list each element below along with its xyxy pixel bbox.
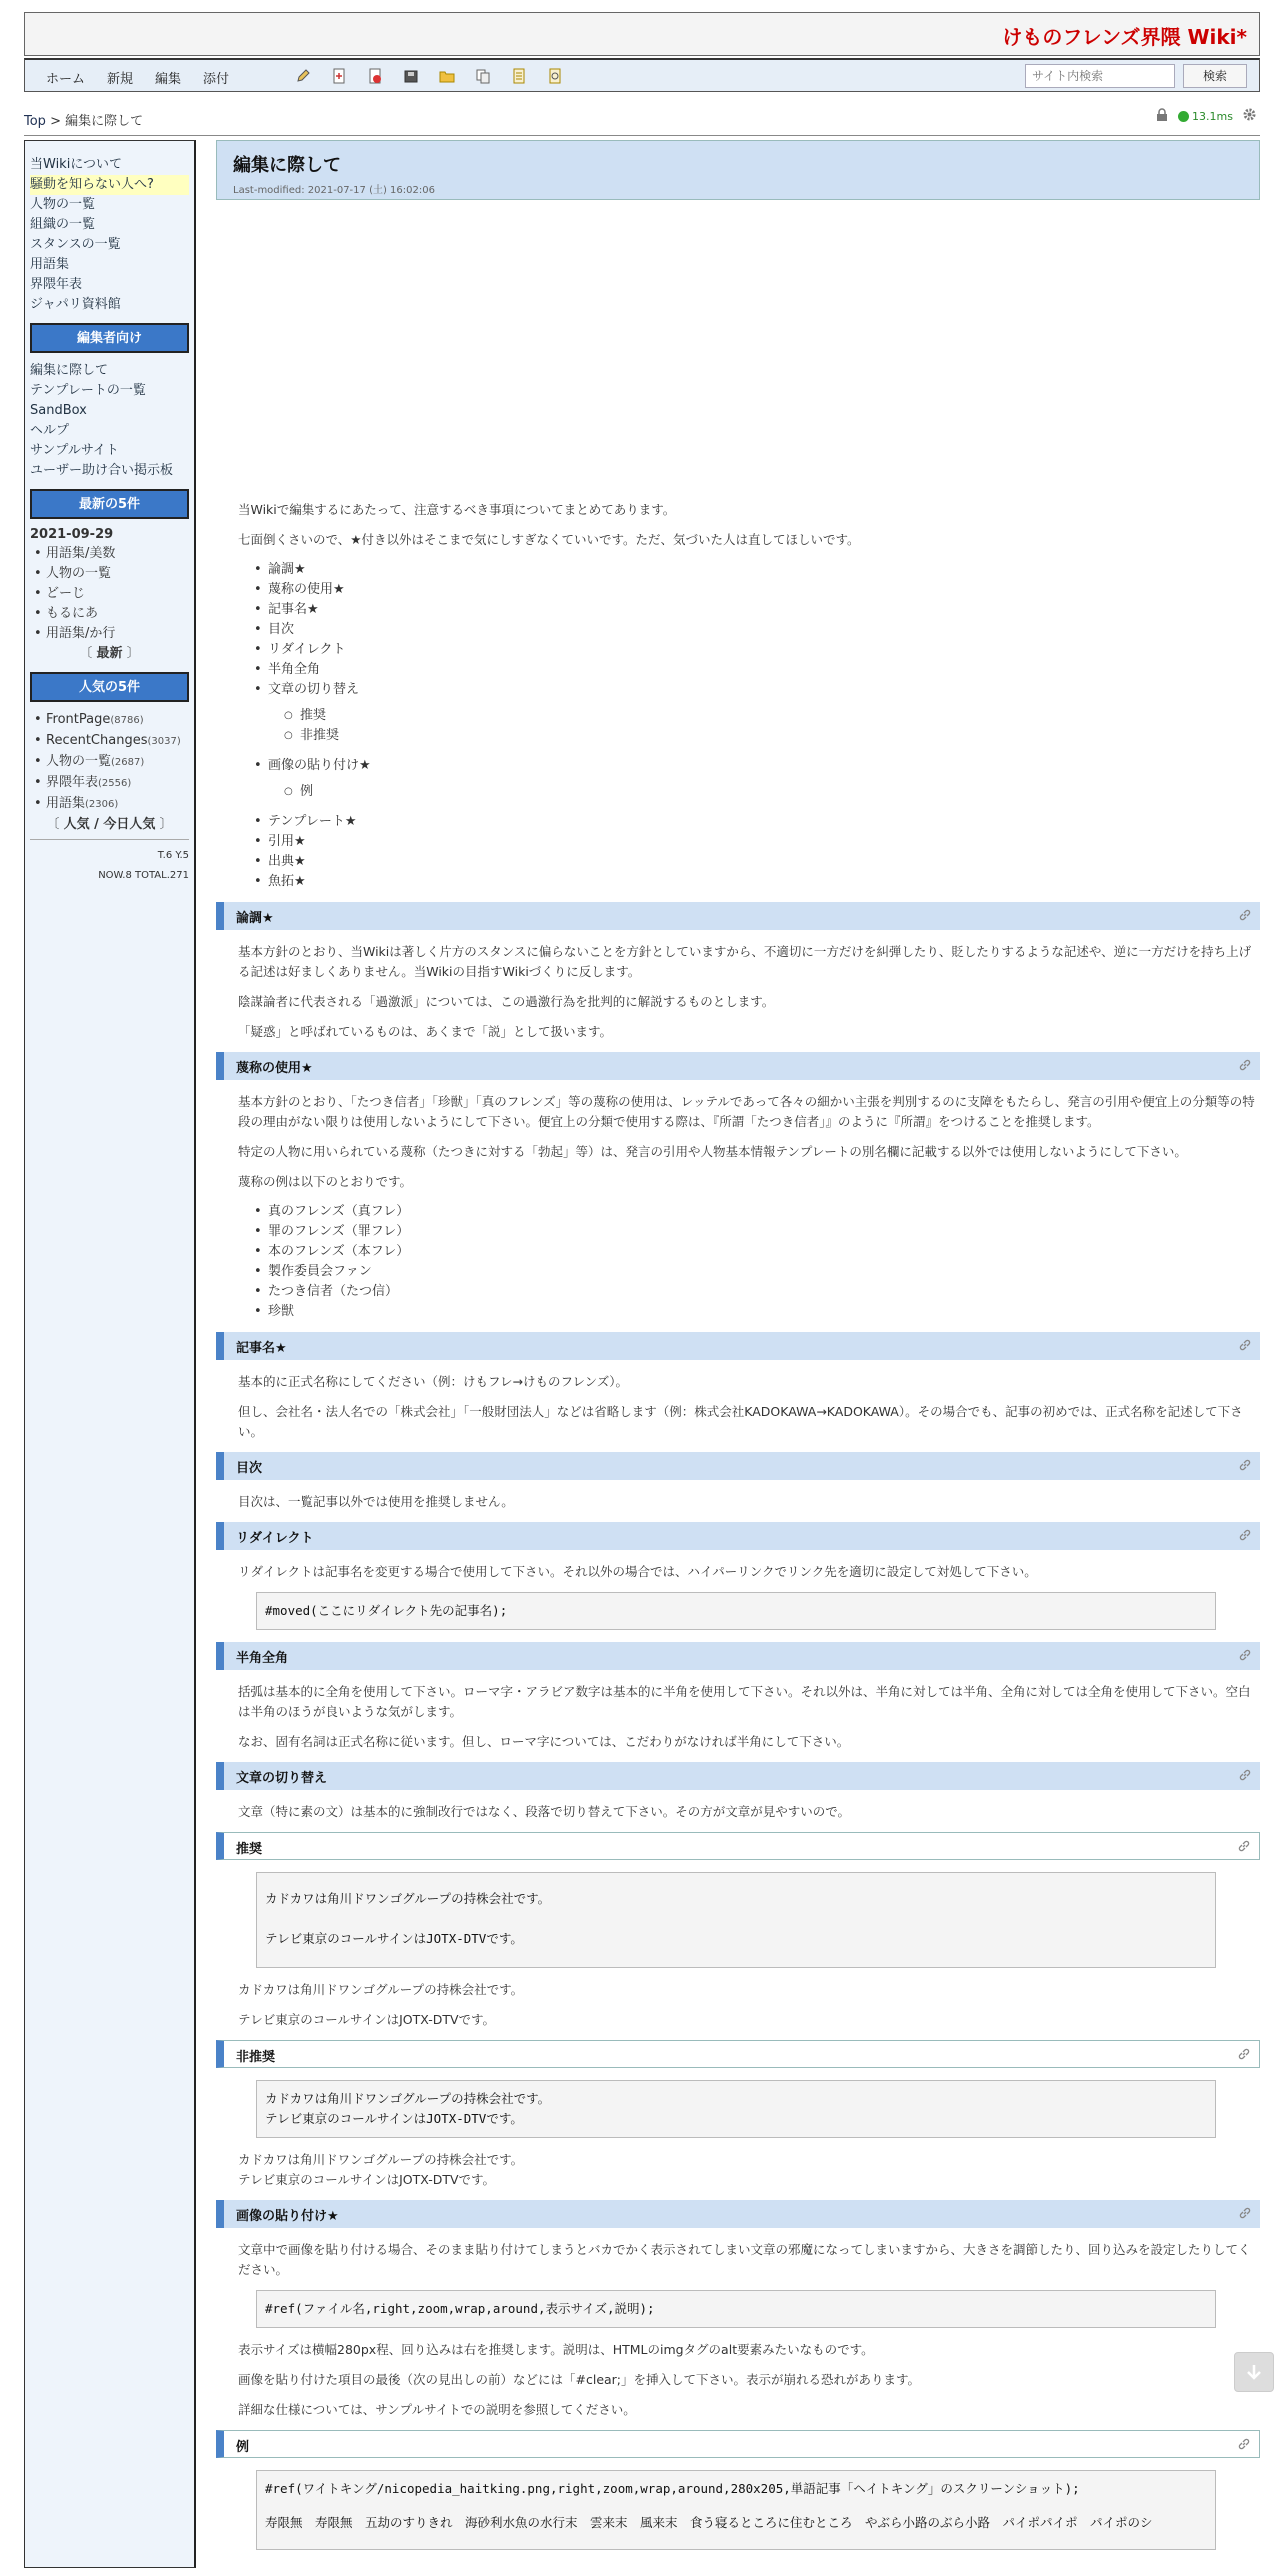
breadcrumb-row: [24, 102, 1260, 136]
delete-icon[interactable]: [367, 68, 383, 84]
anchor-link-icon[interactable]: [1238, 1528, 1252, 1542]
sidebar-editor-heading: 編集者向け: [30, 323, 189, 353]
nav-edit[interactable]: 編集: [155, 72, 182, 87]
anchor-link-icon[interactable]: [1237, 2047, 1251, 2061]
section-title: 非推奨: [236, 2050, 276, 2065]
sidebar-latest-list: [30, 544, 189, 644]
body-text: カドカワは角川ドワンゴグループの持株会社です。: [238, 2152, 524, 2167]
toc-label[interactable]: 画像の貼り付け★: [268, 758, 371, 773]
toc-subitem[interactable]: ○ 非推奨: [300, 726, 1260, 746]
popular-count: (2687): [111, 757, 145, 768]
sidebar-latest-heading: 最新の5件: [30, 489, 189, 519]
body-text: 但し、会社名・法人名での「株式会社」「一般財団法人」などは省略します（例：株式会社KADOKAWA→KADOKAWA）。その場合でも、記事の初めでは、正式名称を記述して下さい。: [238, 1404, 1243, 1439]
render-time: [1178, 110, 1233, 123]
list-item[interactable]: • もるにあ: [46, 604, 189, 624]
latest-more-link[interactable]: 最新: [96, 646, 123, 661]
sidebar-counter: [30, 839, 189, 886]
section-subheading: [216, 2430, 1260, 2458]
anchor-link-icon[interactable]: [1238, 1058, 1252, 1072]
popular-count: (8786): [110, 715, 144, 726]
popular-count: (2556): [98, 778, 132, 789]
sidebar-item-board[interactable]: ユーザー助け合い掲示板: [30, 463, 174, 478]
body-text: 表示サイズは横幅280px程、回り込みは右を推奨します。説明は、HTMLのimgタグのalt要素みたいなものです。: [238, 2342, 874, 2357]
toc-item[interactable]: • リダイレクト: [268, 640, 1260, 660]
body-text: 陰謀論者に代表される「過激派」については、この過激行為を批判的に解説するものとします。: [238, 994, 775, 1009]
body-text: 画像を貼り付けた項目の最後（次の見出しの前）などには「#clear;」を挿入して下さい。表示が崩れる恐れがあります。: [238, 2372, 921, 2387]
toc-item[interactable]: [268, 680, 1260, 746]
scroll-down-button[interactable]: [1234, 2352, 1274, 2392]
code-line: #ref(ワイトキング/nicopedia_haitking.png,right,zoom,wrap,around,280x205,単語記事「ヘイトキング」のスクリーンショット);: [265, 2481, 1080, 2496]
ad-space: [216, 200, 1260, 500]
body-text: なお、固有名詞は正式名称に従います。但し、ローマ字については、こだわりがなければ半角にして下さい。: [238, 1734, 850, 1749]
section-title: 蔑称の使用★: [236, 1061, 313, 1076]
toc-subitem[interactable]: ○ 推奨: [300, 706, 1260, 726]
section-title: リダイレクト: [236, 1531, 314, 1546]
code-block: [256, 2080, 1216, 2138]
toc-label[interactable]: 文章の切り替え: [268, 682, 360, 697]
navbar: [24, 58, 1260, 92]
sidebar-popular-heading: 人気の5件: [30, 672, 189, 702]
search-page-icon[interactable]: [547, 68, 563, 84]
code-block: #moved(ここにリダイレクト先の記事名);: [256, 1592, 1216, 1630]
sidebar: [24, 140, 196, 2568]
breadcrumb: [24, 110, 143, 129]
sidebar-item-orgs[interactable]: 組織の一覧: [30, 217, 96, 232]
body-text: 目次は、一覧記事以外では使用を推奨しません。: [238, 1494, 514, 1509]
section-title: 半角全角: [236, 1651, 289, 1666]
popular-name[interactable]: 用語集: [46, 796, 86, 811]
list-item[interactable]: • 人物の一覧: [46, 564, 189, 584]
counter-total: NOW.8 TOTAL.271: [98, 870, 189, 881]
list-item[interactable]: • 用語集/か行: [46, 624, 189, 644]
code-block: [256, 2470, 1216, 2550]
toc-item[interactable]: • テンプレート★: [268, 812, 1260, 832]
anchor-link-icon[interactable]: [1237, 1839, 1251, 1853]
intro-text: 七面倒くさいので、★付き以外はそこまで気にしすぎなくていいです。ただ、気づいた人は直してほしいです。: [238, 532, 860, 547]
sidebar-item-stances[interactable]: スタンスの一覧: [30, 237, 121, 252]
anchor-link-icon[interactable]: [1238, 908, 1252, 922]
body-text: 特定の人物に用いられている蔑称（たつきに対する「勃起」等）は、発言の引用や人物基本情報テンプレートの別名欄に記載する以外では使用しないようにして下さい。: [238, 1144, 1187, 1159]
section-title: 画像の貼り付け★: [236, 2209, 339, 2224]
section-heading: [216, 902, 1260, 930]
popular-name[interactable]: 人物の一覧: [46, 754, 112, 769]
last-modified: Last-modified: 2021-07-17 (土) 16:02:06: [233, 185, 435, 196]
list-item: • 製作委員会ファン: [268, 1262, 1260, 1282]
popular-name[interactable]: RecentChanges: [46, 733, 148, 748]
body-text: テレビ東京のコールサインはJOTX-DTVです。: [238, 2172, 496, 2187]
body-text: 詳細な仕様については、サンプルサイトでの説明を参照してください。: [238, 2402, 636, 2417]
code-line: カドカワは角川ドワンゴグループの持株会社です。: [265, 2091, 551, 2106]
list-item[interactable]: • 用語集/美数: [46, 544, 189, 564]
sidebar-popular-list: [30, 710, 189, 815]
anchor-link-icon[interactable]: [1238, 2206, 1252, 2220]
section-heading: [216, 1452, 1260, 1480]
section-heading: [216, 1052, 1260, 1080]
breadcrumb-top-link[interactable]: Top: [24, 114, 46, 129]
section-heading: [216, 1762, 1260, 1790]
section-heading: [216, 1522, 1260, 1550]
toolbar-icons: [295, 68, 563, 84]
popular-count: (3037): [147, 736, 181, 747]
body-text: 基本的に正式名称にしてください（例：けもフレ→けものフレンズ）。: [238, 1374, 629, 1389]
toc-sublist: [300, 706, 1260, 746]
sidebar-latest-more: 〔 最新 〕: [79, 646, 140, 661]
backup-icon[interactable]: [403, 68, 419, 84]
list-item[interactable]: [46, 731, 189, 752]
section-subheading: [216, 1832, 1260, 1860]
anchor-link-icon[interactable]: [1237, 2437, 1251, 2451]
toc-sublist: [300, 782, 1260, 802]
toc-subitem[interactable]: ○ 例: [300, 782, 1260, 802]
section-heading: [216, 1332, 1260, 1360]
list-icon[interactable]: [511, 68, 527, 84]
site-title[interactable]: けものフレンズ界隈 Wiki*: [1002, 25, 1247, 49]
search-input[interactable]: [1025, 64, 1175, 88]
copy-icon[interactable]: [475, 68, 491, 84]
code-line: 寿限無 寿限無 五劫のすりきれ 海砂利水魚の水行末 雲来末 風来末 食う寝るところに住むところ やぶら小路のぶら小路 パイポパイポ パイポのシ: [265, 2515, 1153, 2530]
crumb-tools: [1156, 108, 1256, 124]
sidebar-item-templates[interactable]: テンプレートの一覧: [30, 383, 146, 398]
diff-icon[interactable]: [331, 68, 347, 84]
table-of-contents: [268, 560, 1260, 892]
body-text: 文章中で画像を貼り付ける場合、そのまま貼り付けてしまうとバカでかく表示されてしまい文章の邪魔になってしまいますから、大きさを調節したり、回り込みを設定したりしてください。: [238, 2242, 1251, 2277]
nav-home[interactable]: ホーム: [46, 72, 86, 87]
toc-item[interactable]: • 目次: [268, 620, 1260, 640]
render-time-value: 13.1ms: [1192, 109, 1233, 123]
list-item: • 珍獣: [268, 1302, 1260, 1322]
toc-item[interactable]: • 論調★: [268, 560, 1260, 580]
list-item[interactable]: [46, 773, 189, 794]
body-text: 「疑惑」と呼ばれているものは、あくまで「説」として扱います。: [238, 1024, 613, 1039]
section-title: 推奨: [236, 1842, 263, 1857]
nav-new[interactable]: 新規: [107, 72, 134, 87]
breadcrumb-current: 編集に際して: [65, 114, 144, 129]
edit-pencil-icon[interactable]: [295, 68, 311, 84]
body-text: 文章（特に素の文）は基本的に強制改行ではなく、段落で切り替えて下さい。その方が文章が見やすいので。: [238, 1804, 851, 1819]
folder-icon[interactable]: [439, 68, 455, 84]
section-title: 論調★: [236, 911, 274, 926]
sidebar-item-people[interactable]: 人物の一覧: [30, 197, 96, 212]
status-dot-icon: [1178, 111, 1189, 122]
toc-item[interactable]: • 蔑称の使用★: [268, 580, 1260, 600]
sidebar-item-editing[interactable]: 編集に際して: [30, 363, 109, 378]
section-heading: [216, 2200, 1260, 2228]
sidebar-item-about[interactable]: 当Wikiについて: [30, 157, 123, 172]
list-item: • 真のフレンズ（真フレ）: [268, 1202, 1260, 1222]
code-block: #ref(ファイル名,right,zoom,wrap,around,表示サイズ,説明);: [256, 2290, 1216, 2328]
list-item: • たつき信者（たつ信）: [268, 1282, 1260, 1302]
anchor-link-icon[interactable]: [1238, 1648, 1252, 1662]
list-item: • 本のフレンズ（本フレ）: [268, 1242, 1260, 1262]
toc-item[interactable]: • 魚拓★: [268, 872, 1260, 892]
sidebar-latest-date: 2021-09-29: [30, 527, 114, 542]
body-text: 括弧は基本的に全角を使用して下さい。ローマ字・アラビア数字は基本的に半角を使用して下さい。それ以外は、半角に対しては半角、全角に対しては全角を使用して下さい。空白は半角のほうが良いような気がします。: [238, 1684, 1251, 1719]
counter-today: T.6 Y.5: [157, 850, 189, 861]
list-item[interactable]: [46, 752, 189, 773]
main-content: [216, 140, 1260, 2562]
anchor-link-icon[interactable]: [1238, 1458, 1252, 1472]
nav-links: [35, 66, 240, 89]
list-item[interactable]: [46, 710, 189, 731]
slur-list: [268, 1202, 1260, 1322]
body-text: リダイレクトは記事名を変更する場合で使用して下さい。それ以外の場合では、ハイパーリンクでリンク先を適切に設定して対処して下さい。: [238, 1564, 1037, 1579]
body-text: 蔑称の例は以下のとおりです。: [238, 1174, 413, 1189]
code-line: カドカワは角川ドワンゴグループの持株会社です。: [265, 1891, 551, 1906]
section-title: 文章の切り替え: [236, 1771, 328, 1786]
code-line: テレビ東京のコールサインはJOTX-DTVです。: [265, 2111, 523, 2126]
lock-icon[interactable]: [1156, 108, 1168, 124]
anchor-link-icon[interactable]: [1238, 1768, 1252, 1782]
page-title: 編集に際して: [233, 155, 341, 176]
code-block: [256, 1872, 1216, 1968]
nav-attach[interactable]: 添付: [203, 72, 230, 87]
intro-text: 当Wikiで編集するにあたって、注意するべき事項についてまとめてあります。: [238, 502, 676, 517]
gear-icon[interactable]: [1243, 108, 1256, 124]
anchor-link-icon[interactable]: [1238, 1338, 1252, 1352]
arrow-down-icon: [1245, 2363, 1263, 2381]
body-text: テレビ東京のコールサインはJOTX-DTVです。: [238, 2012, 496, 2027]
toc-item[interactable]: [268, 756, 1260, 802]
code-line: テレビ東京のコールサインはJOTX-DTVです。: [265, 1931, 523, 1946]
section-title: 記事名★: [236, 1341, 287, 1356]
title-box: [216, 140, 1260, 200]
popular-more-link[interactable]: 人気 / 今日人気: [63, 817, 156, 832]
toc-item[interactable]: • 半角全角: [268, 660, 1260, 680]
popular-name[interactable]: 界隈年表: [46, 775, 99, 790]
sidebar-item-sample[interactable]: サンプルサイト: [30, 443, 119, 458]
list-item[interactable]: • どーじ: [46, 584, 189, 604]
section-title: 例: [236, 2440, 250, 2455]
body-text: カドカワは角川ドワンゴグループの持株会社です。: [238, 1982, 524, 1997]
sidebar-item-intro[interactable]: 騒動を知らない人へ?: [30, 175, 189, 195]
toc-item[interactable]: • 引用★: [268, 832, 1260, 852]
site-header: [24, 12, 1260, 56]
sidebar-item-archive[interactable]: ジャパリ資料館: [30, 297, 121, 312]
body-text: 基本方針のとおり、当Wikiは著しく片方のスタンスに偏らないことを方針としていますから、不適切に一方だけを糾弾したり、貶したりするような記述や、逆に一方だけを持ち上げる記述は好ましくありません。当Wikiの目指すWikiづくりに反します。: [238, 944, 1252, 979]
search-button[interactable]: 検索: [1183, 64, 1247, 88]
sidebar-item-timeline[interactable]: 界隈年表: [30, 277, 83, 292]
popular-name[interactable]: FrontPage: [46, 712, 111, 727]
sidebar-popular-more: 〔 人気 / 今日人気 〕: [46, 817, 173, 832]
popular-count: (2306): [85, 799, 119, 810]
sidebar-item-help[interactable]: ヘルプ: [30, 423, 70, 438]
breadcrumb-separator: >: [45, 114, 66, 129]
section-subheading: [216, 2040, 1260, 2068]
list-item[interactable]: [46, 794, 189, 815]
toc-item[interactable]: • 記事名★: [268, 600, 1260, 620]
body-text: 基本方針のとおり、「たつき信者」「珍獣」「真のフレンズ」等の蔑称の使用は、レッテルであって各々の細かい主張を判別するのに支障をもたらし、発言の引用や便宜上の分類等の特段の理由がない限りは使用しないようにして下さい。便宜上の分類で使用する際は、『所謂「たつき信者」』のように『所謂』をつけることを推奨します。: [238, 1094, 1255, 1129]
sidebar-item-glossary[interactable]: 用語集: [30, 257, 70, 272]
toc-item[interactable]: • 出典★: [268, 852, 1260, 872]
sidebar-item-sandbox[interactable]: SandBox: [30, 403, 87, 418]
list-item: • 罪のフレンズ（罪フレ）: [268, 1222, 1260, 1242]
section-heading: [216, 1642, 1260, 1670]
section-title: 目次: [236, 1461, 263, 1476]
